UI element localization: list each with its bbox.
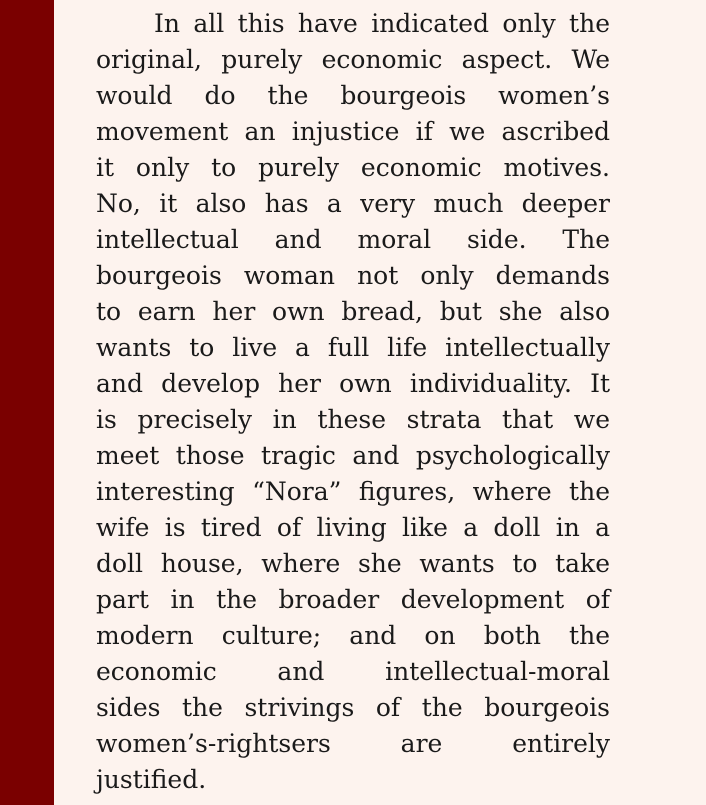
text-line: wants to live a full life intellectually bbox=[96, 333, 610, 362]
text-line: meet those tragic and psychologically bbox=[96, 441, 610, 470]
text-line: economic and intellectual-moral bbox=[96, 657, 610, 686]
text-line: and develop her own individuality. It bbox=[96, 369, 610, 398]
text-page bbox=[96, 6, 610, 801]
text-line: would do the bourgeois women’s bbox=[96, 81, 610, 110]
text-line: justified. bbox=[96, 765, 207, 794]
text-line: intellectual and moral side. The bbox=[96, 225, 610, 254]
text-line: wife is tired of living like a doll in a bbox=[96, 513, 610, 542]
text-line: to earn her own bread, but she also bbox=[96, 297, 610, 326]
text-line: is precisely in these strata that we bbox=[96, 405, 610, 434]
left-margin-bar bbox=[0, 0, 54, 805]
text-line: movement an injustice if we ascribed bbox=[96, 117, 610, 146]
text-line: original, purely economic aspect. We bbox=[96, 45, 610, 74]
text-line: women’s-rightsers are entirely bbox=[96, 729, 610, 758]
text-line: sides the strivings of the bourgeois bbox=[96, 693, 610, 722]
text-line: part in the broader development of bbox=[96, 585, 610, 614]
text-line: modern culture; and on both the bbox=[96, 621, 610, 650]
text-line: No, it also has a very much deeper bbox=[96, 189, 610, 218]
paragraph bbox=[96, 6, 610, 798]
text-line: doll house, where she wants to take bbox=[96, 549, 610, 578]
text-line: interesting “Nora” figures, where the bbox=[96, 477, 610, 506]
text-line: bourgeois woman not only demands bbox=[96, 261, 610, 290]
text-line: In all this have indicated only the bbox=[154, 9, 610, 38]
text-line: it only to purely economic motives. bbox=[96, 153, 610, 182]
